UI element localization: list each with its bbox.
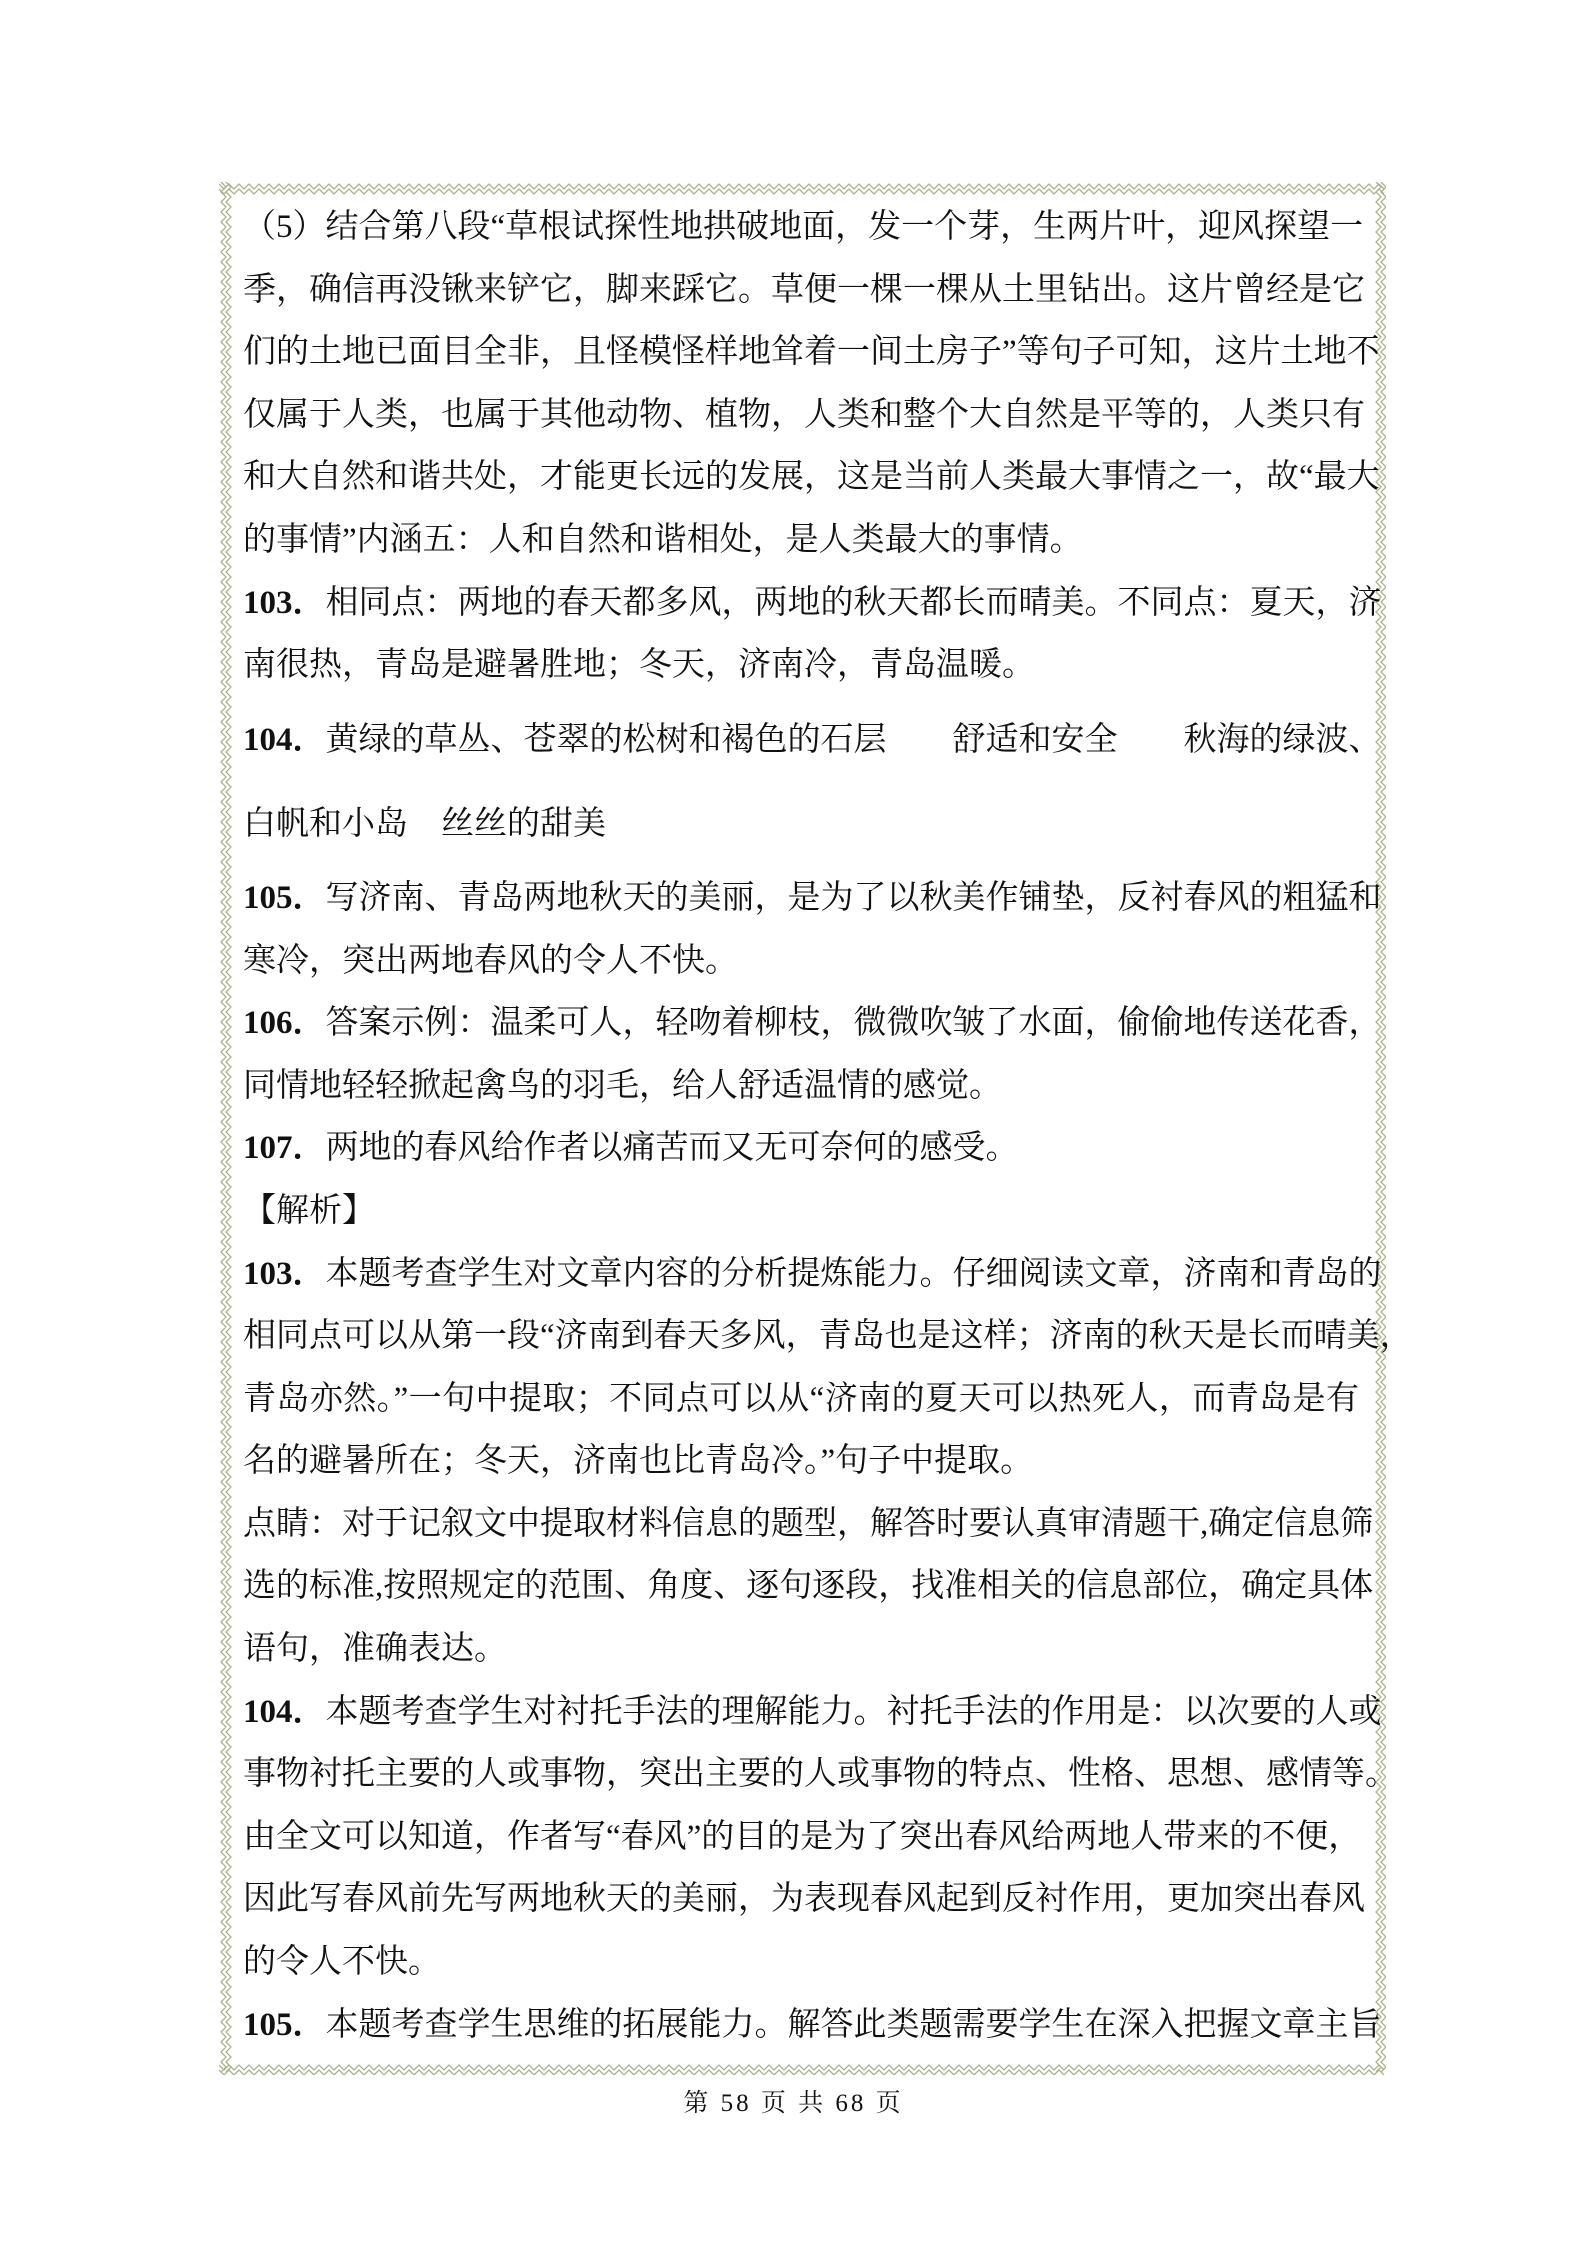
line-text: 事物衬托主要的人或事物，突出主要的人或事物的特点、性格、思想、感情等。	[243, 1756, 1398, 1793]
question-number: 103．	[243, 584, 326, 621]
line-text: 本题考查学生对文章内容的分析提炼能力。仔细阅读文章，济南和青岛的	[325, 1255, 1382, 1292]
border-zigzag	[219, 189, 1384, 194]
line-text: 和大自然和谐共处，才能更长远的发展，这是当前人类最大事情之一，故“最大	[243, 459, 1380, 496]
line-text: 黄绿的草丛、苍翠的松树和褐色的石层 舒适和安全 秋海的绿波、	[325, 721, 1382, 758]
line-text: 由全文可以知道，作者写“春风”的目的是为了突出春风给两地人带来的不便，	[243, 1818, 1362, 1855]
text-line	[243, 446, 1380, 509]
line-text: 本题考查学生思维的拓展能力。解答此类题需要学生在深入把握文章主旨	[325, 2006, 1382, 2043]
answer-item	[243, 572, 1382, 697]
text-line	[243, 1555, 1374, 1618]
text-line	[243, 1618, 1359, 1681]
line-text: 的令人不快。	[243, 1944, 441, 1981]
page-number-footer: 第 58 页 共 68 页	[683, 2090, 904, 2117]
text-line	[243, 1180, 1359, 1243]
text-line	[243, 1868, 1365, 1931]
text-line	[243, 259, 1365, 322]
text-line	[243, 1806, 1362, 1869]
line-text: 本题考查学生对衬托手法的理解能力。衬托手法的作用是：以次要的人或	[325, 1693, 1382, 1730]
answer-item	[243, 1994, 1382, 2057]
text-line	[243, 709, 1382, 772]
question-number: 107．	[243, 1130, 326, 1167]
line-text: 两地的春风给作者以痛苦而又无可奈何的感受。	[325, 1130, 1019, 1167]
text-line	[243, 1681, 1382, 1744]
line-text: 青岛亦然。”一句中提取；不同点可以从“济南的夏天可以热死人，而青岛是有	[243, 1380, 1359, 1417]
line-text: 名的避暑所在；冬天，济南也比青岛冷。”句子中提取。	[243, 1443, 1034, 1480]
text-line	[243, 1368, 1359, 1431]
line-text: 因此写春风前先写两地秋天的美丽，为表现春风起到反衬作用，更加突出春风	[243, 1881, 1365, 1918]
line-text: 选的标准,按照规定的范围、角度、逐句逐段，找准相关的信息部位，确定具体	[243, 1568, 1374, 1605]
paragraph	[243, 1180, 1359, 1243]
text-line	[243, 1430, 1359, 1493]
border-zigzag	[221, 182, 226, 2072]
border-zigzag	[219, 2070, 1384, 2075]
question-number: 103．	[243, 1255, 326, 1292]
line-text: 相同点可以从第一段“济南到春天多风，青岛也是这样；济南的秋天是长而晴美，	[243, 1318, 1413, 1355]
border-zigzag	[219, 2065, 1384, 2070]
line-text: 同情地轻轻掀起禽鸟的羽毛，给人舒适温情的感觉。	[243, 1067, 1002, 1104]
text-line	[243, 1117, 1359, 1180]
line-text: 答案示例：温柔可人，轻吻着柳枝，微微吹皱了水面，偷偷地传送花香，	[325, 1005, 1382, 1042]
line-text: 写济南、青岛两地秋天的美丽，是为了以秋美作铺垫，反衬春风的粗猛和	[325, 879, 1382, 916]
answer-item	[243, 992, 1382, 1117]
line-text: 南很热，青岛是避暑胜地；冬天，济南冷，青岛温暖。	[243, 647, 1035, 684]
line-text: 语句，准确表达。	[243, 1631, 507, 1668]
line-text: 季，确信再没锹来铲它，脚来踩它。草便一棵一棵从土里钻出。这片曾经是它	[243, 271, 1365, 308]
question-number: 104．	[243, 1693, 326, 1730]
answer-item	[243, 1681, 1398, 1994]
text-line	[243, 634, 1359, 697]
question-number: 104．	[243, 721, 326, 758]
line-text: 点睛：对于记叙文中提取材料信息的题型，解答时要认真审清题干,确定信息筛	[243, 1505, 1374, 1542]
text-line	[243, 384, 1365, 447]
text-line	[243, 1493, 1374, 1556]
line-text: 相同点：两地的春天都多风，两地的秋天都长而晴美。不同点：夏天，济	[325, 584, 1382, 621]
text-line	[243, 1243, 1382, 1306]
answer-item	[243, 1117, 1359, 1180]
answer-item	[243, 867, 1382, 992]
text-line	[243, 509, 1359, 572]
text-line	[243, 1931, 1359, 1994]
text-line	[243, 1305, 1413, 1368]
text-line	[243, 930, 1359, 993]
question-number: 105．	[243, 2006, 326, 2043]
line-text: （5）结合第八段“草根试探性地拱破地面，发一个芽，生两片叶，迎风探望一	[243, 209, 1364, 245]
text-line	[243, 1743, 1398, 1806]
border-zigzag	[219, 184, 1384, 189]
line-text: 寒冷，突出两地春风的令人不快。	[243, 942, 738, 979]
text-line	[243, 1994, 1382, 2057]
text-line	[243, 867, 1382, 930]
line-text: 们的土地已面目全非，且怪模怪样地耸着一间土房子”等句子可知，这片土地不	[243, 334, 1380, 371]
line-text: 仅属于人类，也属于其他动物、植物，人类和整个大自然是平等的，人类只有	[243, 396, 1365, 433]
text-line	[243, 992, 1382, 1055]
text-line	[243, 793, 1359, 856]
line-text: 【解析】	[243, 1192, 375, 1229]
text-line	[243, 196, 1364, 259]
question-number: 105．	[243, 879, 326, 916]
paragraph	[243, 196, 1380, 572]
answer-item	[243, 709, 1382, 856]
text-line	[243, 572, 1382, 635]
line-text: 白帆和小岛 丝丝的甜美	[243, 806, 606, 843]
answer-item	[243, 1243, 1413, 1493]
question-number: 106．	[243, 1005, 326, 1042]
text-line	[243, 1055, 1359, 1118]
text-line	[243, 321, 1380, 384]
line-text: 的事情”内涵五：人和自然和谐相处，是人类最大的事情。	[243, 521, 1083, 558]
answer-content	[243, 196, 1413, 2056]
paragraph	[243, 1493, 1374, 1681]
